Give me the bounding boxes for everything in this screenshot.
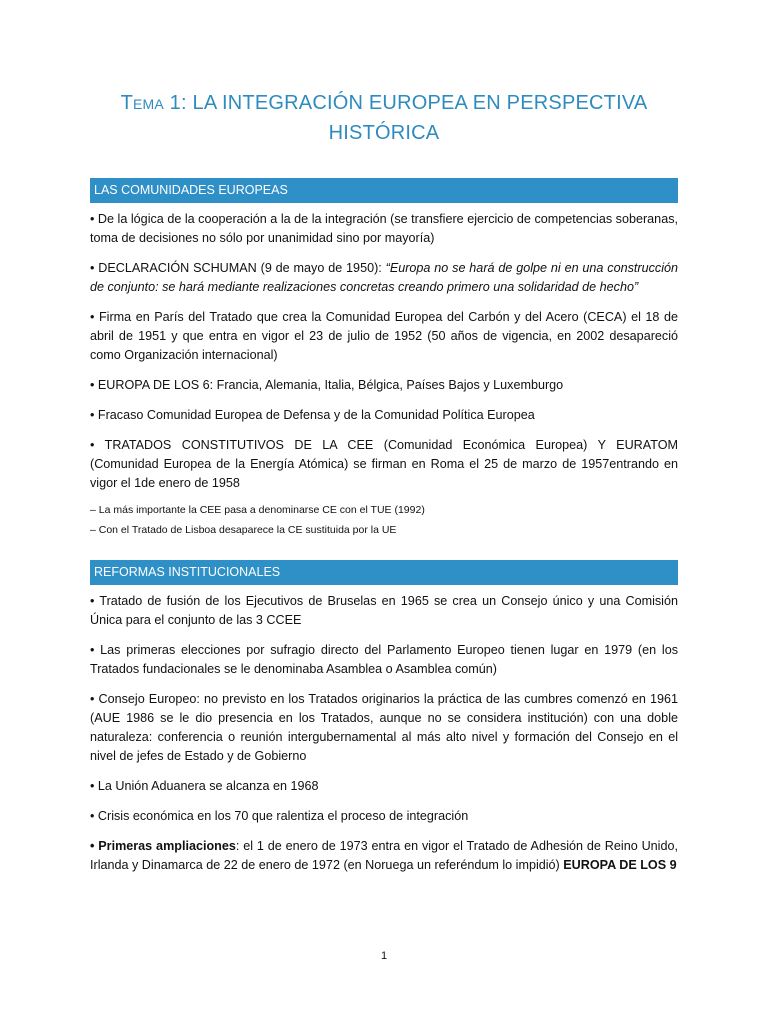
paragraph: • Fracaso Comunidad Europea de Defensa y de la Comunidad Política Europea	[90, 408, 535, 422]
sub-item: – Con el Tratado de Lisboa desaparece la CE sustituida por la UE	[90, 524, 397, 536]
paragraph: • De la lógica de la cooperación a la de la integración (se transfiere ejercicio de competencias soberanas, toma de decisiones no sólo por unanimidad sino por mayoría)	[90, 212, 678, 245]
paragraph-schuman	[90, 259, 678, 297]
paragraph: • Consejo Europeo: no previsto en los Tratados originarios la práctica de las cumbres comenzó en 1961 (AUE 1986 se le dio presencia en los Tratados, aunque no se considera institución) con una doble naturaleza: conferencia o reunión intergubernamental al más alto nivel y formación del Consejo en el nivel de jefes de Estado y de Gobierno	[90, 692, 678, 763]
section-header-comunidades: LAS COMUNIDADES EUROPEAS	[90, 178, 678, 203]
title-line2: HISTÓRICA	[328, 122, 440, 144]
paragraph: • Tratado de fusión de los Ejecutivos de Bruselas en 1965 se crea un Consejo único y una Comisión Única para el conjunto de las 3 CCEE	[90, 594, 678, 627]
title-tema: Tema 1	[120, 92, 181, 114]
paragraph: • Crisis económica en los 70 que ralentiza el proceso de integración	[90, 809, 469, 823]
section-header-reformas: REFORMAS INSTITUCIONALES	[90, 560, 678, 585]
ampliaciones-label: • Primeras ampliaciones	[90, 839, 236, 853]
ampliaciones-end: EUROPA DE LOS 9	[563, 858, 677, 872]
page-title	[90, 88, 678, 148]
document-page	[90, 0, 678, 875]
paragraph-ampliaciones	[90, 837, 678, 875]
paragraph: • EUROPA DE LOS 6: Francia, Alemania, Italia, Bélgica, Países Bajos y Luxemburgo	[90, 378, 564, 392]
paragraph: • Las primeras elecciones por sufragio directo del Parlamento Europeo tienen lugar en 1979 (en los Tratados fundacionales se le denominaba Asamblea o Asamblea común)	[90, 643, 678, 676]
schuman-quote: “Europa no se hará de golpe ni en una construcción de conjunto: se hará mediante realizaciones concretas creando primero una solidaridad de hecho”	[90, 261, 678, 294]
ampliaciones-text: : el 1 de enero de 1973 entra en vigor el Tratado de Adhesión de Reino Unido, Irlanda y Dinamarca de 22 de enero de 1972 (en Noruega un referéndum lo impidió)	[90, 839, 678, 872]
title-line1: : LA INTEGRACIÓN EUROPEA EN PERSPECTIVA	[181, 92, 648, 114]
paragraph: • TRATADOS CONSTITUTIVOS DE LA CEE (Comunidad Económica Europea) Y EURATOM (Comunidad Europea de la Energía Atómica) se firman en Roma el 25 de marzo de 1957entrando en vigor el 1de enero de 1958	[90, 438, 678, 490]
sub-item: – La más importante la CEE pasa a denominarse CE con el TUE (1992)	[90, 504, 425, 516]
page-number: 1	[380, 950, 388, 962]
paragraph: • La Unión Aduanera se alcanza en 1968	[90, 779, 319, 793]
paragraph: • Firma en París del Tratado que crea la Comunidad Europea del Carbón y del Acero (CECA) el 18 de abril de 1951 y que entra en vigor el 23 de julio de 1952 (50 años de vigencia, en 2002 desapareció como Organización internacional)	[90, 310, 678, 362]
schuman-prefix: • DECLARACIÓN SCHUMAN (9 de mayo de 1950):	[90, 261, 386, 275]
